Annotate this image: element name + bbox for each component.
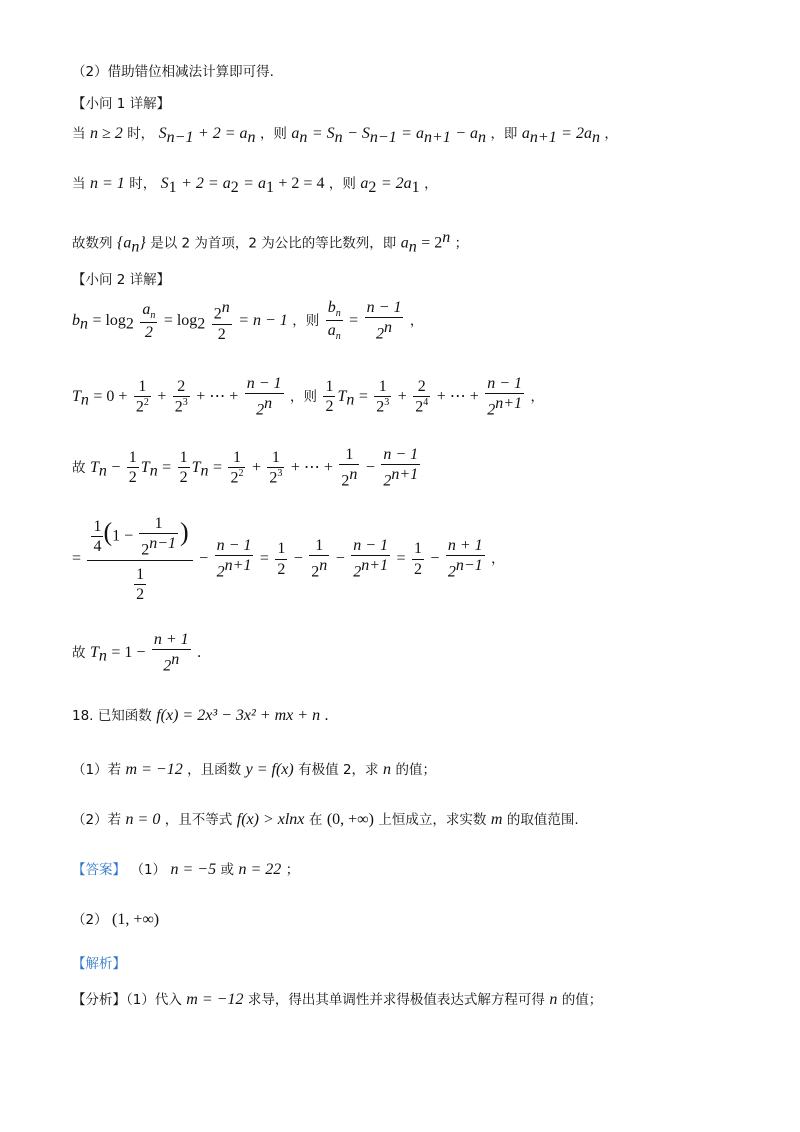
- math: y = f(x): [245, 761, 294, 778]
- answer-part-2: [72, 910, 159, 929]
- solution-tag: 【解析】: [72, 956, 126, 972]
- sub: n: [591, 128, 600, 146]
- text: ；: [454, 235, 469, 252]
- math: −: [430, 550, 440, 568]
- math: n ≥ 2: [89, 125, 123, 142]
- text: 的值；: [395, 762, 436, 778]
- math: {a: [116, 234, 132, 252]
- math: + 2 = a: [197, 125, 248, 142]
- math: + 2 = 4: [278, 175, 325, 192]
- math: m: [490, 811, 503, 828]
- math: −: [199, 550, 209, 568]
- sub: n: [299, 128, 308, 146]
- difference-formula: [72, 445, 422, 491]
- analysis-part-1: [72, 990, 602, 1009]
- math: −: [293, 550, 303, 568]
- math: =: [349, 311, 359, 329]
- fraction: [326, 298, 343, 343]
- math: + 2 = a: [181, 175, 231, 192]
- analysis-step-2: （2）借助错位相减法计算即可得.: [72, 64, 274, 80]
- text: 当: [72, 126, 86, 142]
- text: ，且函数: [187, 762, 242, 778]
- sub: 2: [197, 315, 206, 333]
- fraction: $\frac{1}{2^n}$: [341, 446, 358, 490]
- math: = log: [163, 311, 198, 329]
- fraction: $\frac{1}{2}$: [179, 449, 188, 487]
- denominator: 2: [144, 323, 153, 341]
- sub: 1: [265, 178, 274, 196]
- text: ，: [604, 126, 618, 142]
- text: ，则: [290, 388, 317, 405]
- sub: n+1: [529, 128, 557, 146]
- text: 时，: [127, 126, 155, 142]
- math: a: [291, 125, 300, 142]
- answer-tag: 【答案】: [72, 862, 126, 878]
- fraction: $\frac{1}{2^3}$: [269, 449, 283, 487]
- text: 当: [72, 176, 86, 192]
- text: ，则: [328, 176, 356, 192]
- math: a: [400, 234, 409, 252]
- math: +: [397, 387, 407, 405]
- text: 故数列: [72, 235, 113, 252]
- fraction: $\frac{1}{2}$: [413, 540, 422, 578]
- fraction: $\frac{n - 1}{2^{n+1}}$: [487, 375, 522, 419]
- text: 的值；: [561, 992, 603, 1008]
- numerator: $b_n$: [327, 299, 341, 320]
- sub: 2: [368, 178, 377, 196]
- sup: n: [442, 229, 451, 246]
- sub: n: [247, 128, 256, 146]
- fraction: $\frac{1}{2}$: [128, 449, 137, 487]
- math: = 1 −: [111, 643, 146, 661]
- math: = 2a: [380, 175, 412, 192]
- math: +: [157, 387, 167, 405]
- math: }: [139, 234, 146, 252]
- text: （1）: [130, 862, 167, 878]
- math: =: [396, 550, 406, 568]
- text: 求导，得出其单调性并求得极值表达式解方程可得: [247, 992, 545, 1008]
- math: S: [160, 175, 169, 192]
- math: + ⋯ +: [290, 458, 333, 476]
- section-header-q2: 【小问 2 详解】: [72, 272, 171, 288]
- math: = 0 +: [93, 387, 128, 405]
- math: f(x) > xlnx: [236, 811, 305, 828]
- math: =: [72, 550, 82, 568]
- math: n: [383, 761, 392, 778]
- sub: n: [200, 462, 209, 480]
- text: 时，: [129, 176, 157, 192]
- question-18-part-2: [72, 810, 579, 829]
- math: a: [521, 125, 530, 142]
- text: .: [324, 707, 329, 724]
- fraction: $\frac{1}{2}$: [277, 540, 286, 578]
- math: = a: [243, 175, 266, 192]
- fraction: [212, 298, 232, 344]
- math: n = 1: [89, 175, 125, 192]
- math: .: [197, 643, 202, 661]
- math: T: [191, 458, 201, 476]
- math: T: [89, 458, 99, 476]
- text: （1）若: [72, 762, 122, 778]
- fraction: $\frac{1}{2^n}$: [311, 537, 328, 581]
- text: 或: [220, 862, 235, 878]
- sub: 2: [230, 178, 239, 196]
- text: ，即: [490, 126, 518, 142]
- numerator: $a_n$: [142, 300, 156, 321]
- math: = a: [401, 125, 424, 142]
- fraction: $\frac{n - 1}{2^{n+1}}$: [216, 537, 252, 581]
- fraction: [365, 298, 404, 344]
- text: （2）: [72, 912, 108, 928]
- section-header-q1: 【小问 1 详解】: [72, 96, 171, 112]
- math: +: [251, 458, 261, 476]
- text: ，: [424, 176, 438, 192]
- denominator: 2: [217, 325, 226, 343]
- tn-formula: [72, 374, 544, 420]
- sub: 1: [411, 178, 420, 196]
- derivation-line-1: [72, 124, 618, 147]
- sub: n: [346, 391, 355, 409]
- derivation-line-2: [72, 174, 438, 197]
- math: T: [72, 387, 81, 405]
- sub: n: [149, 462, 158, 480]
- math: (0, +∞): [326, 811, 374, 828]
- math: + ⋯ +: [196, 387, 239, 405]
- sub: n: [98, 462, 107, 480]
- fraction: $\frac{1}{2^2}$: [230, 449, 244, 487]
- text: 在: [308, 812, 323, 828]
- text: 18. 已知函数: [72, 708, 152, 724]
- math: n = −5: [170, 861, 217, 878]
- text: 【分析】（1）代入: [72, 992, 182, 1008]
- numerator: 2$^n$: [212, 298, 232, 325]
- math: − a: [455, 125, 478, 142]
- math: T: [337, 387, 347, 405]
- sub: 1: [168, 178, 177, 196]
- math: =: [358, 387, 368, 405]
- sub: n: [408, 238, 417, 256]
- math: n: [549, 991, 558, 1008]
- text: 有极值 2，求: [298, 762, 379, 778]
- denominator: 2$^n$: [376, 319, 393, 343]
- fraction: $\frac{n - 1}{2^{n+1}}$: [353, 537, 388, 581]
- text: ，: [491, 551, 505, 568]
- math: n = 0: [125, 811, 161, 828]
- math: + ⋯ +: [436, 387, 479, 405]
- fraction: $\frac{n + 1}{2^n}$: [153, 631, 189, 675]
- fraction: $\frac{n - 1}{2^n}$: [246, 375, 282, 419]
- math: −: [111, 458, 121, 476]
- question-18: [72, 706, 329, 725]
- math: −: [335, 550, 345, 568]
- denominator: $\frac{1}{2}$: [136, 565, 145, 603]
- math: m = −12: [125, 761, 183, 778]
- fraction: $\frac{n + 1}{2^{n-1}}$: [447, 537, 483, 581]
- text: （2）若: [72, 812, 122, 828]
- math: f(x) = 2x³ − 3x² + mx + n: [156, 707, 321, 724]
- sub: n−1: [166, 128, 194, 146]
- sub: 2: [125, 315, 134, 333]
- math: T: [89, 643, 99, 661]
- sub: n: [80, 391, 89, 409]
- fraction: [140, 300, 157, 342]
- text: ，且不等式: [164, 812, 233, 828]
- fraction: $\frac{2}{2^3}$: [174, 378, 188, 416]
- math: = 2: [421, 234, 443, 252]
- text: ；: [285, 862, 300, 878]
- fraction: $\frac{2}{2^4}$: [415, 378, 429, 416]
- math: m = −12: [186, 991, 244, 1008]
- text: ，则: [259, 126, 287, 142]
- math: S: [158, 125, 167, 142]
- fraction: $\frac{1}{2}$: [325, 378, 334, 416]
- conclusion-line-q1: [72, 228, 468, 257]
- text: 是以 2 为首项，2 为公比的等比数列，即: [150, 235, 397, 252]
- text: ，: [409, 312, 424, 329]
- math: =: [162, 458, 172, 476]
- math: (1, +∞): [112, 911, 160, 928]
- sub: n−1: [369, 128, 397, 146]
- math: a: [360, 175, 369, 192]
- final-tn-formula: [72, 630, 201, 676]
- sub: n+1: [423, 128, 451, 146]
- math: b: [72, 311, 80, 329]
- math: =: [213, 458, 223, 476]
- bn-formula: [72, 298, 423, 344]
- sub: n: [334, 128, 343, 146]
- text: 上恒成立，求实数: [378, 812, 487, 828]
- numerator: $\frac{1}{4}$ (1 − $\frac{1}{2^{n-1}}$ ): [87, 514, 192, 561]
- math: = 2a: [561, 125, 592, 142]
- compound-fraction: [87, 514, 192, 604]
- text: ，: [530, 388, 544, 405]
- simplification-formula: [72, 514, 505, 604]
- math: = S: [311, 125, 335, 142]
- math: T: [140, 458, 150, 476]
- math: =: [259, 550, 269, 568]
- text: 故: [72, 644, 86, 661]
- sub: n: [98, 647, 107, 665]
- numerator: n − 1: [365, 298, 404, 318]
- math: = n − 1: [238, 311, 288, 329]
- text: ，则: [292, 312, 320, 329]
- denominator: $a_n$: [327, 322, 341, 343]
- math: = log: [92, 311, 126, 329]
- fraction: $\frac{1}{2^3}$: [376, 378, 390, 416]
- answer-part-1: [72, 860, 299, 879]
- sub: n: [477, 128, 486, 146]
- text: 故: [72, 459, 86, 476]
- math: n = 22: [238, 861, 282, 878]
- fraction: $\frac{1}{2^2}$: [135, 378, 149, 416]
- text: 的取值范围.: [506, 812, 579, 828]
- question-18-part-1: [72, 760, 436, 779]
- sub: n: [80, 315, 88, 333]
- fraction: $\frac{n - 1}{2^{n+1}}$: [383, 446, 419, 490]
- math: −: [365, 458, 375, 476]
- math: − S: [347, 125, 370, 142]
- sub: n: [131, 238, 140, 256]
